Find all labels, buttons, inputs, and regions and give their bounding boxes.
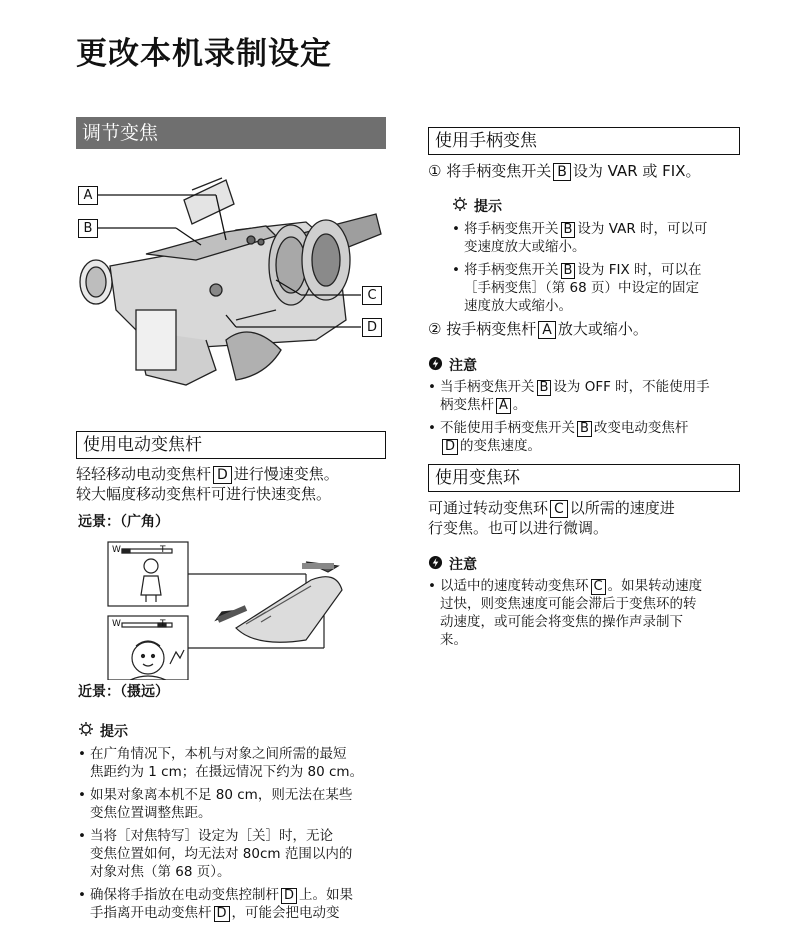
callout-D: D xyxy=(362,318,382,337)
note-text: 。如果转动速度 xyxy=(607,578,703,594)
tip-text: 手指离开电动变焦杆 xyxy=(90,905,212,921)
tip-text: 变速度放大或缩小。 xyxy=(464,239,586,255)
zoom-w-tele: W xyxy=(112,619,121,629)
tip-text: 变焦位置调整焦距。 xyxy=(90,805,212,821)
tip-text: 在广角情况下，本机与对象之间所需的最短 xyxy=(90,746,347,762)
zoom-t-wide: T xyxy=(160,545,166,555)
tip-text: 将手柄变焦开关 xyxy=(464,262,559,278)
note-text: 过快，则变焦速度可能会滞后于变焦环的转 xyxy=(440,596,697,612)
key-B: B xyxy=(561,222,576,238)
key-C: C xyxy=(591,579,606,595)
note-text: 改变电动变焦杆 xyxy=(593,420,689,436)
camcorder-drawing xyxy=(76,170,386,395)
section-title-zoom: 调节变焦 xyxy=(76,117,386,149)
tip-text: 将手柄变焦开关 xyxy=(464,221,559,237)
tip-text: ［手柄变焦］（第 68 页）中设定的固定 xyxy=(464,280,700,296)
list-item xyxy=(426,577,746,649)
callout-B: B xyxy=(78,219,98,238)
step-text: 将手柄变焦开关 xyxy=(446,162,552,180)
heading-power-zoom: 使用电动变焦杆 xyxy=(76,431,386,459)
key-D: D xyxy=(442,439,458,455)
step-text: 按手柄变焦杆 xyxy=(446,320,537,338)
key-A: A xyxy=(538,321,556,339)
callout-A: A xyxy=(78,186,98,205)
heading-handle-zoom: 使用手柄变焦 xyxy=(428,127,740,155)
caution-icon xyxy=(428,555,443,574)
tip-text: 对象对焦（第 68 页）。 xyxy=(90,864,231,880)
note-heading-1 xyxy=(428,355,477,375)
tips-heading-left xyxy=(78,721,128,741)
note-text: 设为 OFF 时，不能使用手 xyxy=(553,379,710,395)
key-D: D xyxy=(213,466,232,484)
key-B: B xyxy=(537,380,552,396)
list-item xyxy=(450,261,750,315)
step-text: 设为 VAR 或 FIX。 xyxy=(572,162,701,180)
tip-text: 如果对象离本机不足 80 cm，则无法在某些 xyxy=(90,787,353,803)
wide-label: 远景：（广角） xyxy=(78,514,169,530)
key-D: D xyxy=(214,906,230,922)
step-number: ① xyxy=(428,162,442,180)
note-text: 。 xyxy=(512,397,527,413)
body-text: 可通过转动变焦环 xyxy=(428,499,549,517)
tip-text: 确保将手指放在电动变焦控制杆 xyxy=(90,887,279,903)
zoom-ring-body xyxy=(428,498,768,538)
tips-list-left xyxy=(76,745,396,927)
note-heading-2 xyxy=(428,554,477,574)
tele-label: 近景：（摄远） xyxy=(78,684,169,700)
note-text: 来。 xyxy=(440,632,467,648)
zoom-lever-illustration xyxy=(106,540,386,680)
key-D: D xyxy=(281,888,297,904)
list-item xyxy=(450,220,750,256)
tip-text: 当将［对焦特写］设定为［关］时，无论 xyxy=(90,828,333,844)
handle-zoom-step2 xyxy=(428,319,768,339)
list-item xyxy=(426,378,746,414)
key-C: C xyxy=(550,500,568,518)
key-A: A xyxy=(496,398,511,414)
key-B: B xyxy=(577,421,592,437)
callout-C: C xyxy=(362,286,382,305)
tip-text: ，可能会把电动变 xyxy=(231,905,340,921)
heading-zoom-ring: 使用变焦环 xyxy=(428,464,740,492)
zoom-lever-drawing xyxy=(106,540,386,680)
step-text: 放大或缩小。 xyxy=(557,320,648,338)
note-text: 不能使用手柄变焦开关 xyxy=(440,420,575,436)
power-zoom-line1b: 进行慢速变焦。 xyxy=(233,465,339,483)
note-title: 注意 xyxy=(449,358,477,374)
power-zoom-line1: 轻轻移动电动变焦杆 xyxy=(76,465,212,483)
caution-icon xyxy=(428,356,443,375)
zoom-t-tele: T xyxy=(160,619,166,629)
tip-text: 设为 FIX 时，可以在 xyxy=(577,262,702,278)
note-title: 注意 xyxy=(449,557,477,573)
list-item xyxy=(76,827,396,881)
tips-heading-right xyxy=(452,196,502,216)
tip-text: 变焦位置如何，均无法对 80cm 范围以内的 xyxy=(90,846,353,862)
list-item xyxy=(76,745,396,781)
key-B: B xyxy=(561,263,576,279)
note-text: 的变焦速度。 xyxy=(460,438,542,454)
zoom-w-wide: W xyxy=(112,545,121,555)
note-text: 动速度，或可能会将变焦的操作声录制下 xyxy=(440,614,683,630)
note-text: 当手柄变焦开关 xyxy=(440,379,535,395)
tips-title-right: 提示 xyxy=(474,199,502,215)
tip-text: 焦距约为 1 cm；在摄远情况下约为 80 cm。 xyxy=(90,764,364,780)
tips-list-right xyxy=(450,220,750,320)
page-title: 更改本机录制设定 xyxy=(76,36,332,72)
step-number: ② xyxy=(428,320,442,338)
tip-text: 速度放大或缩小。 xyxy=(464,298,572,314)
list-item xyxy=(76,786,396,822)
camera-illustration xyxy=(76,170,386,395)
key-B: B xyxy=(553,163,571,181)
body-text: 以所需的速度进 xyxy=(569,499,675,517)
notes-list-1 xyxy=(426,378,746,460)
note-text: 柄变焦杆 xyxy=(440,397,494,413)
lightbulb-icon xyxy=(78,721,94,741)
handle-zoom-step1 xyxy=(428,161,768,181)
tip-text: 上。如果 xyxy=(299,887,354,903)
power-zoom-body xyxy=(76,464,396,504)
tips-title-left: 提示 xyxy=(100,724,128,740)
power-zoom-line2: 较大幅度移动变焦杆可进行快速变焦。 xyxy=(76,485,332,503)
lightbulb-icon xyxy=(452,196,468,216)
list-item xyxy=(76,886,396,922)
note-text: 以适中的速度转动变焦环 xyxy=(440,578,589,594)
tip-text: 设为 VAR 时，可以可 xyxy=(577,221,708,237)
body-text: 行变焦。也可以进行微调。 xyxy=(428,519,609,537)
notes-list-2 xyxy=(426,577,746,654)
list-item xyxy=(426,419,746,455)
